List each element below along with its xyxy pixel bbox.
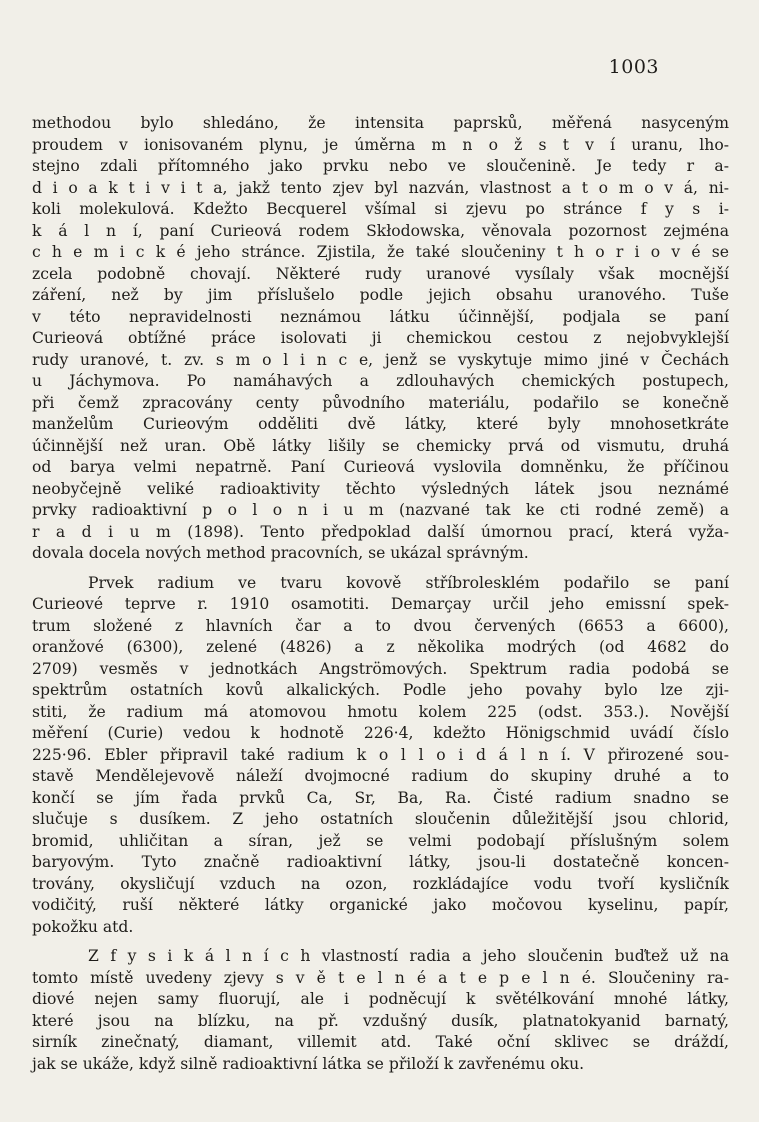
text-line: trovány, okysličují vzduch na ozon, rozkládajíce vodu tvoří kysličník: [32, 874, 729, 893]
text-line: záření, než by jim příslušelo podle jejich obsahu uranového. Tuše: [32, 286, 729, 304]
text-line: proudem v ionisovaném plynu, je úměrna m n o ž s t v í uranu, lho-: [32, 135, 729, 154]
text-line: zcela podobně chovají. Některé rudy uranové vysílaly však mocnější: [32, 264, 729, 283]
text-line: k á l n í, paní Curieová rodem Skłodowska, věnovala pozornost zejména: [32, 221, 729, 240]
text-line: 225·96. Ebler připravil také radium k o l l o i d á l n í. V přirozené sou-: [32, 745, 729, 764]
text-line: manželům Curieovým odděliti dvě látky, které byly mnohosetkráte: [32, 415, 729, 433]
text-line: rudy uranové, t. zv. s m o l i n c e, jenž se vyskytuje mimo jiné v Čechách: [32, 350, 729, 369]
text-line: účinnější než uran. Obě látky lišily se chemicky prvá od vismutu, druhá: [32, 436, 729, 455]
text-line: stejno zdali přítomného jako prvku nebo ve sloučenině. Je tedy r a-: [32, 157, 729, 175]
text-line: 2709) vesměs v jednotkách Angströmových. Spektrum radia podobá se: [32, 659, 729, 678]
text-line: stiti, že radium má atomovou hmotu kolem 225 (odst. 353.). Novější: [32, 702, 729, 721]
text-line: koli molekulová. Kdežto Becquerel všímal si zjevu po stránce f y s i-: [32, 200, 729, 218]
text-line: bromid, uhličitan a síran, jež se velmi podobají příslušným solem: [32, 831, 729, 850]
text-line: tomto místě uvedeny zjevy s v ě t e l n é a t e p e l n é. Sloučeniny ra-: [32, 968, 729, 987]
text-line: Z f y s i k á l n í c h vlastností radia a jeho sloučenin buďtež už na: [88, 947, 729, 965]
text-line: vodičitý, ruší některé látky organické jako močovou kyselinu, papír,: [32, 896, 729, 914]
text-line: které jsou na blízku, na př. vzdušný dusík, platnatokyanid barnatý,: [32, 1011, 729, 1030]
page-number: 1003: [608, 56, 659, 78]
text-line: Curieové teprve r. 1910 osamotiti. Demarçay určil jeho emissní spek-: [32, 595, 729, 613]
text-line: při čemž zpracovány centy původního materiálu, podařilo se konečně: [32, 393, 729, 412]
text-line: měření (Curie) vedou k hodnotě 226·4, kdežto Hönigschmid uvádí číslo: [32, 724, 729, 742]
text-line: diové nejen samy fluorují, ale i podněcují k světélkování mnohé látky,: [32, 990, 729, 1008]
text-line: methodou bylo shledáno, že intensita paprsků, měřená nasyceným: [32, 114, 729, 132]
paragraph: [32, 113, 729, 565]
text-line: baryovým. Tyto značně radioaktivní látky, jsou-li dostatečně koncen-: [32, 853, 729, 871]
paragraph: [32, 573, 729, 939]
text-line: sirník zinečnatý, diamant, villemit atd. Také oční sklivec se dráždí,: [32, 1033, 729, 1051]
text-line: trum složené z hlavních čar a to dvou červených (6653 a 6600),: [32, 616, 729, 635]
body-text: [32, 113, 729, 1079]
paragraph: [32, 946, 729, 1075]
text-line: c h e m i c k é jeho stránce. Zjistila, že také sloučeniny t h o r i o v é se: [32, 243, 729, 261]
text-line: slučuje s dusíkem. Z jeho ostatních sloučenin důležitější jsou chlorid,: [32, 810, 729, 828]
text-line: stavě Mendělejevově náleží dvojmocné radium do skupiny druhé a to: [32, 767, 729, 785]
text-line: spektrům ostatních kovů alkalických. Podle jeho povahy bylo lze zji-: [32, 681, 729, 699]
text-line: oranžové (6300), zelené (4826) a z několika modrých (od 4682 do: [32, 638, 729, 656]
text-line: v této nepravidelnosti neznámou látku účinnější, podjala se paní: [32, 307, 729, 326]
text-line: neobyčejně veliké radioaktivity těchto výsledných látek jsou neznámé: [32, 479, 729, 498]
text-line: pokožku atd.: [32, 917, 134, 936]
text-line: d i o a k t i v i t a, jakž tento zjev byl nazván, vlastnost a t o m o v á, ni-: [32, 178, 729, 197]
text-line: u Jáchymova. Po namáhavých a zdlouhavých chemických postupech,: [32, 372, 729, 390]
text-line: končí se jím řada prvků Ca, Sr, Ba, Ra. Čisté radium snadno se: [32, 788, 729, 807]
text-line: od baryа velmi nepatrně. Paní Curieová vyslovila domněnku, že příčinou: [32, 458, 729, 476]
text-line: dovala docela nových method pracovních, se ukázal správným.: [32, 544, 529, 562]
text-line: prvky radioaktivní p o l o n i u m (nazvané tak ke cti rodné země) a: [32, 501, 729, 519]
text-line: Prvek radium ve tvaru kovově stříbrolesklém podařilo se paní: [88, 573, 729, 592]
text-line: r a d i u m (1898). Tento předpoklad další úmornou prací, která vyža-: [32, 522, 729, 541]
text-line: Curieová obtížné práce isolovati ji chemickou cestou z nejobvyklejší: [32, 329, 729, 347]
text-line: jak se ukáže, když silně radioaktivní látka se přiloží k zavřenému oku.: [32, 1054, 585, 1073]
